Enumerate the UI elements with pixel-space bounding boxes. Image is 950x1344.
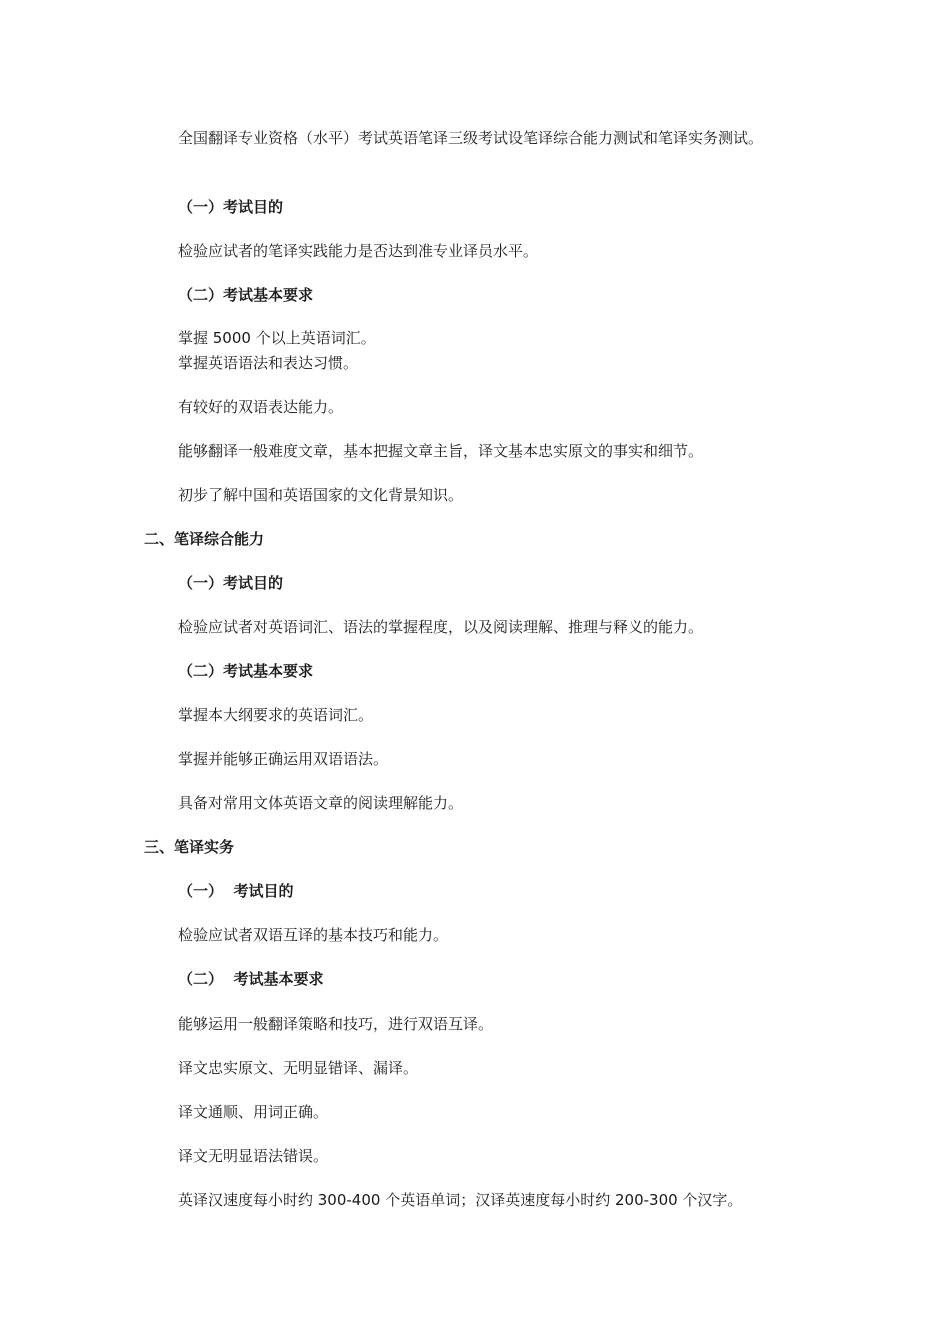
intro-paragraph: 全国翻译专业资格（水平）考试英语笔译三级考试设笔译综合能力测试和笔译实务测试。 — [178, 129, 764, 147]
part3-requirement-item: 译文无明显语法错误。 — [178, 1147, 329, 1165]
part1-purpose-text: 检验应试者的笔译实践能力是否达到准专业译员水平。 — [178, 242, 539, 260]
part3-purpose-text: 检验应试者双语互译的基本技巧和能力。 — [178, 926, 449, 944]
part1-purpose-heading: （一）考试目的 — [178, 198, 284, 216]
part3-requirement-item: 译文忠实原文、无明显错译、漏译。 — [178, 1059, 419, 1077]
part1-requirements-heading: （二）考试基本要求 — [178, 286, 314, 304]
part2-requirement-item: 具备对常用文体英语文章的阅读理解能力。 — [178, 794, 464, 812]
part3-requirements-heading: （二） 考试基本要求 — [178, 970, 324, 988]
part2-requirement-item: 掌握并能够正确运用双语语法。 — [178, 750, 389, 768]
part2-purpose-text: 检验应试者对英语词汇、语法的掌握程度，以及阅读理解、推理与释义的能力。 — [178, 618, 704, 636]
part1-requirement-item: 能够翻译一般难度文章，基本把握文章主旨，译文基本忠实原文的事实和细节。 — [178, 442, 704, 460]
part2-purpose-heading: （一）考试目的 — [178, 574, 284, 592]
part1-requirement-item: 掌握英语语法和表达习惯。 — [178, 354, 359, 372]
part3-requirement-item: 英译汉速度每小时约 300-400 个英语单词；汉译英速度每小时约 200-300 个汉字。 — [178, 1191, 743, 1209]
part1-requirement-item: 掌握 5000 个以上英语词汇。 — [178, 329, 376, 347]
part3-section-title: 三、笔译实务 — [144, 838, 235, 856]
part1-requirement-item: 初步了解中国和英语国家的文化背景知识。 — [178, 486, 464, 504]
part3-requirement-item: 译文通顺、用词正确。 — [178, 1103, 329, 1121]
part2-section-title: 二、笔译综合能力 — [144, 530, 265, 548]
part2-requirement-item: 掌握本大纲要求的英语词汇。 — [178, 706, 374, 724]
part3-purpose-heading: （一） 考试目的 — [178, 882, 294, 900]
part1-requirement-item: 有较好的双语表达能力。 — [178, 398, 344, 416]
part2-requirements-heading: （二）考试基本要求 — [178, 662, 314, 680]
part3-requirement-item: 能够运用一般翻译策略和技巧，进行双语互译。 — [178, 1015, 494, 1033]
